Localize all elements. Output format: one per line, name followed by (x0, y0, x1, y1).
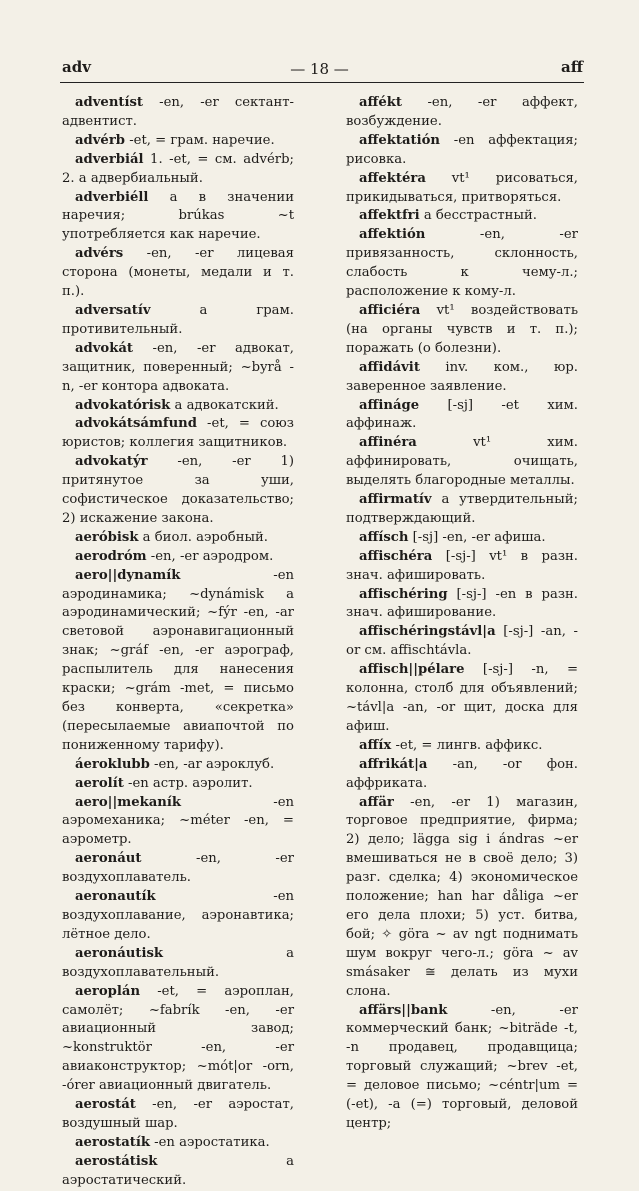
header-right-guideword: aff (560, 58, 583, 76)
entry-definition: -an, -or фон. аффриката. (346, 756, 578, 791)
dictionary-entry (62, 1153, 294, 1191)
entry-headword: affektión (359, 227, 426, 243)
header-left-guideword: adv (62, 58, 91, 76)
entry-headword: adventíst (75, 95, 144, 110)
dictionary-entry (346, 548, 578, 586)
entry-headword: adversatív (75, 302, 151, 318)
entry-headword: affináge (359, 397, 420, 413)
dictionary-entry (62, 548, 294, 567)
dictionary-entry (62, 1134, 294, 1153)
dictionary-entry (62, 983, 294, 1096)
page-number: — 18 — (290, 60, 349, 78)
entry-definition: -en, -ar аэроклуб. (149, 756, 275, 772)
entry-definition: [-sj] -et хим. аффинаж. (346, 397, 578, 432)
dictionary-entry (346, 756, 578, 794)
dictionary-entry (346, 132, 578, 170)
entry-headword: affischéra (359, 548, 433, 564)
entry-headword: áeroklubb (75, 756, 150, 772)
entry-headword: aerodróm (75, 548, 147, 564)
dictionary-entry (62, 794, 294, 851)
entry-headword: aeronáut (75, 851, 142, 867)
right-column (346, 94, 578, 1134)
entry-headword: aeróbisk (75, 529, 139, 545)
entry-definition: -en аэромеханика; ~méter -en, = аэрометр. (62, 794, 294, 848)
entry-definition: vt¹ рисоваться, прикидываться, притворяться. (346, 170, 578, 205)
entry-definition: -en воздухоплавание, аэронавтика; лётное дело. (62, 889, 294, 942)
entry-definition: -et, = лингв. аффикс. (391, 737, 543, 753)
entry-headword: affektéra (359, 170, 426, 186)
entry-headword: affidávit (359, 359, 420, 375)
entry-definition: -en, -er привязанность, склонность, слабость к чему-л.; расположение к кому-л. (346, 227, 578, 300)
entry-definition: -en, -er аэродром. (146, 548, 274, 564)
entry-headword: affinéra (359, 435, 417, 451)
entry-definition: -en, -er сектант-адвентист. (62, 95, 294, 129)
entry-headword: aerostatík (75, 1134, 150, 1150)
entry-definition: a бесстрастный. (419, 208, 537, 224)
entry-headword: affísch (359, 529, 409, 545)
dictionary-entry (346, 623, 578, 661)
entry-definition: -en аэродинамика; ~dynámisk a аэродинамический; ~fýr -en, -ar световой аэронавигационный знак; ~gráf -en, -er аэрограф, распылитель для нанесения краски; ~grám -met, = письмо без конверта, «секретка» (пересылаемые авиапочтой по пониженному тарифу). (62, 567, 294, 753)
dictionary-entry (346, 170, 578, 208)
entry-headword: affektfri (359, 208, 420, 224)
entry-definition: a воздухоплавательный. (62, 945, 294, 980)
entry-headword: affékt (359, 95, 402, 110)
entry-headword: affischéringstávl|a (359, 624, 496, 640)
entry-definition: -en, -er коммерческий банк; ~biträde -t, -n продавец, продавщица; торговый служащий; ~brev -et, = деловое письмо; ~céntr|um = (-et), -a (=) торговый, деловой центр; (346, 1002, 578, 1131)
dictionary-entry (346, 302, 578, 359)
dictionary-entry (62, 850, 294, 888)
entry-definition: [-sj] -en, -er афиша. (408, 529, 546, 545)
entry-headword: aero||dynamík (75, 567, 181, 583)
entry-definition: a аэростатический. (62, 1153, 294, 1188)
dictionary-entry (346, 94, 578, 132)
entry-headword: aeronáutisk (75, 945, 164, 961)
entry-headword: affärs||bank (359, 1002, 448, 1018)
dictionary-entry (346, 359, 578, 397)
entry-headword: advérs (75, 246, 124, 262)
entry-definition: -en, -er 1) притянутое за уши, софистическое доказательство; 2) искажение закона. (62, 454, 294, 526)
dictionary-entry (346, 586, 578, 624)
entry-definition: -en аффектация; рисовка. (346, 132, 578, 167)
entry-definition: -en, -er лицевая сторона (монеты, медали и т. п.). (62, 246, 294, 300)
dictionary-entry (62, 453, 294, 529)
entry-headword: affektatión (359, 132, 441, 148)
entry-headword: aerostátisk (75, 1153, 158, 1169)
entry-headword: adverbiéll (75, 189, 149, 205)
entry-headword: advokát (75, 340, 133, 356)
entry-headword: advokátsámfund (75, 416, 197, 432)
entry-headword: affíx (359, 737, 392, 753)
dictionary-entry (346, 529, 578, 548)
entry-headword: aero||mekaník (75, 794, 182, 810)
dictionary-entry (346, 397, 578, 435)
dictionary-entry (346, 207, 578, 226)
entry-definition: a грам. противительный. (62, 302, 294, 337)
entry-headword: aeronautík (75, 889, 156, 905)
entry-headword: affischéring (359, 586, 448, 602)
dictionary-entry (62, 151, 294, 189)
dictionary-entry (62, 245, 294, 302)
dictionary-entry (346, 1002, 578, 1134)
entry-headword: affär (359, 794, 394, 810)
entry-definition: 1. -et, = см. advérb; 2. a адвербиальный. (62, 151, 294, 186)
dictionary-entry (62, 567, 294, 756)
entry-definition: vt¹ хим. аффинировать, очищать, выделять благородные металлы. (346, 435, 578, 489)
entry-definition: -en, -er воздухоплаватель. (62, 851, 294, 886)
dictionary-entry (346, 794, 578, 1002)
entry-headword: aerolít (75, 775, 124, 791)
dictionary-entry (62, 888, 294, 945)
entry-definition: a биол. аэробный. (138, 529, 268, 545)
dictionary-entry (62, 132, 294, 151)
dictionary-entry (62, 945, 294, 983)
entry-headword: advokatýr (75, 454, 148, 470)
header-rule (60, 82, 584, 83)
entry-headword: advérb (75, 132, 125, 148)
entry-definition: a в значении наречия; brúkas ~t употребляется как наречие. (62, 189, 294, 243)
dictionary-entry (62, 397, 294, 416)
dictionary-entry (62, 756, 294, 775)
dictionary-entry (62, 1096, 294, 1134)
entry-headword: aerostát (75, 1097, 136, 1113)
entry-definition: -en, -er аффект, возбуждение. (346, 95, 578, 129)
entry-definition: -et, = грам. наречие. (125, 132, 275, 148)
dictionary-entry (346, 661, 578, 737)
entry-headword: advokatórisk (75, 397, 171, 413)
dictionary-entry (62, 94, 294, 132)
entry-definition: a адвокатский. (170, 397, 279, 413)
dictionary-entry (62, 302, 294, 340)
entry-headword: adverbiál (75, 151, 144, 167)
entry-definition: vt¹ воздействовать (на органы чувств и т. п.); поражать (о болезни). (346, 302, 578, 356)
entry-definition: [-sj-] -an, -or см. affischtávla. (346, 624, 578, 659)
dictionary-entry (346, 491, 578, 529)
entry-definition: -en аэростатика. (149, 1134, 270, 1150)
entry-headword: aeroplán (75, 983, 141, 999)
dictionary-entry (62, 415, 294, 453)
entry-definition: [-sj-] -n, = колонна, столб для объявлений; ~távl|a -an, -or щит, доска для афиш. (346, 662, 578, 734)
left-column (62, 94, 294, 1191)
entry-headword: affisch||pélare (359, 662, 465, 678)
entry-definition: -et, = союз юристов; коллегия защитников. (62, 416, 294, 451)
entry-definition: [-sj-] vt¹ в разн. знач. афишировать. (346, 548, 578, 583)
dictionary-entry (346, 737, 578, 756)
entry-headword: affrikát|a (359, 756, 428, 772)
entry-definition: -en, -er адвокат, защитник, поверенный; ~byrå -n, -er контора адвоката. (62, 340, 294, 394)
entry-headword: affirmatív (359, 492, 432, 508)
entry-headword: afficiéra (359, 302, 421, 318)
dictionary-entry (346, 434, 578, 491)
entry-definition: [-sj-] -en в разн. знач. афиширование. (346, 586, 578, 621)
dictionary-entry (62, 529, 294, 548)
entry-definition: -en, -er 1) магазин, торговое предприятие, фирма; 2) дело; lägga sig i ándras ~er вмешиваться не в своё дело; 3) разг. сделка; 4) экономическое положение; han har dåliga ~er его дела плохи; 5) уст. битва, бой; ✧ göra ~ av ngt поднимать шум вокруг чего-л.; göra ~ av smásaker ≅ делать из мухи слона. (346, 794, 578, 999)
entry-definition: a утвердительный; подтверждающий. (346, 492, 578, 526)
entry-definition: -et, = аэроплан, самолёт; ~fabrík -en, -er авиационный завод; ~konstruktör -en, -er авиаконструктор; ~mót|or -orn, -órer авиационный двигатель. (62, 983, 294, 1094)
dictionary-entry (62, 775, 294, 794)
dictionary-entry (62, 189, 294, 246)
entry-definition: inv. ком., юр. заверенное заявление. (346, 359, 578, 394)
dictionary-entry (346, 226, 578, 302)
entry-definition: -en астр. аэролит. (123, 775, 253, 791)
dictionary-entry (62, 340, 294, 397)
entry-definition: -en, -er аэростат, воздушный шар. (62, 1097, 294, 1131)
